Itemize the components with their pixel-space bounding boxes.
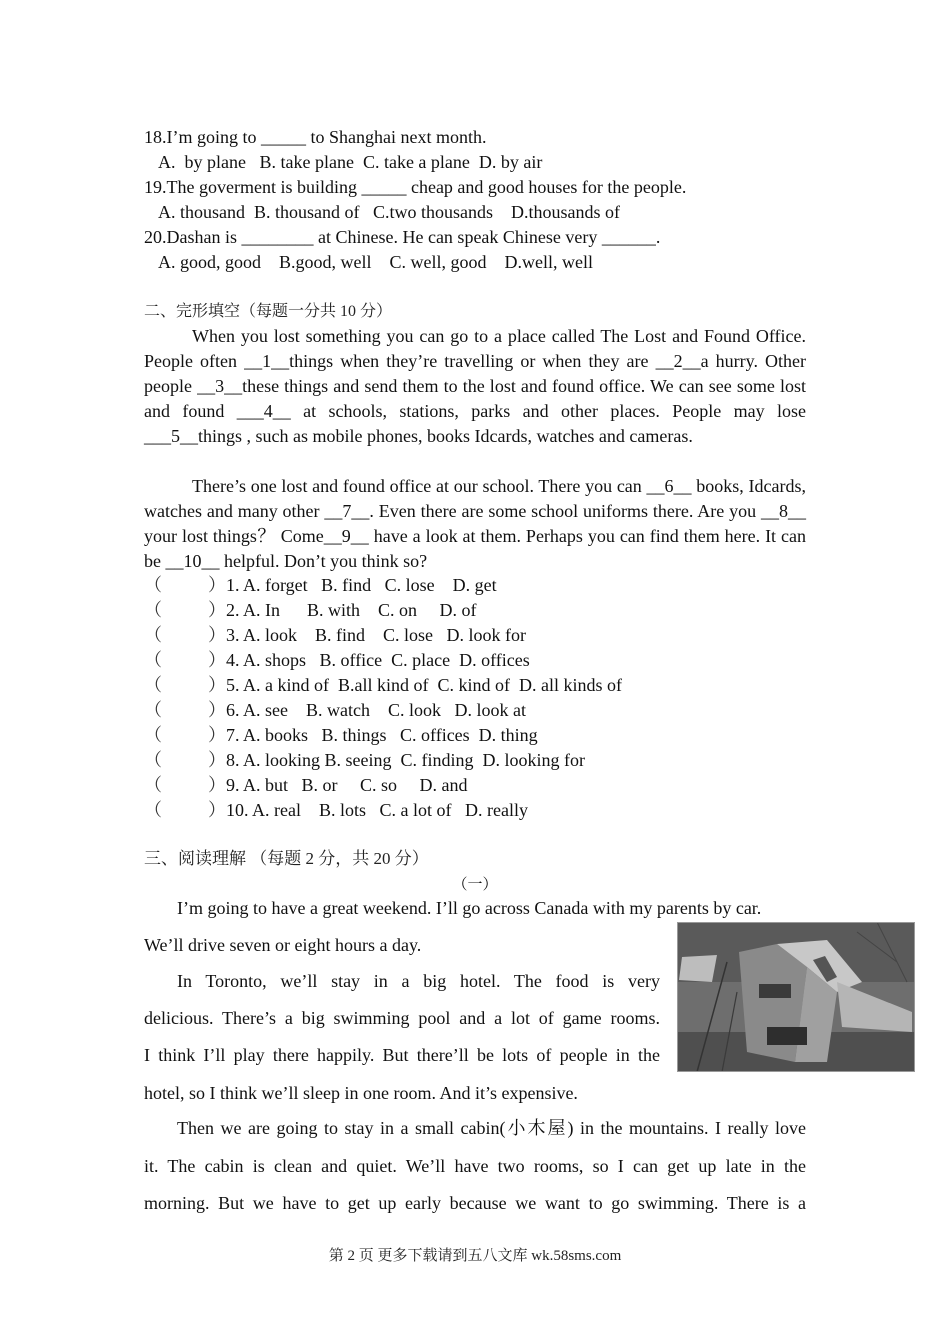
answer-blank-close-paren: ） bbox=[208, 575, 226, 595]
cloze-heading: 二、完形填空（每题一分共 10 分） bbox=[144, 303, 393, 320]
cloze-item-text: 8. A. looking B. seeing C. finding D. looking for bbox=[226, 750, 585, 770]
cloze-item-9 bbox=[144, 773, 468, 797]
question-19-stem: 19.The goverment is building _____ cheap and good houses for the people. bbox=[144, 177, 687, 197]
answer-blank-open-paren: （ bbox=[144, 625, 162, 645]
cloze-item-3 bbox=[144, 623, 526, 647]
answer-blank-open-paren: （ bbox=[144, 800, 162, 820]
cloze-item-text: 10. A. real B. lots C. a lot of D. really bbox=[226, 800, 528, 820]
cloze-paragraph-2-text: There’s one lost and found office at our school. There you can __6__ books, Idcards, watches and many other __7__. Even there are some school uniforms there. Are you __8__ your lost things？ Come__9__ have a look at them. Perhaps you can find them here. It can be __10__ helpful. Don’t you think so? bbox=[144, 476, 806, 571]
cloze-item-text: 1. A. forget B. find C. lose D. get bbox=[226, 575, 497, 595]
cabin-photo-illustration bbox=[677, 922, 915, 1072]
cloze-item-2 bbox=[144, 598, 477, 622]
cloze-paragraph-1-text: When you lost something you can go to a place called The Lost and Found Office. People often __1__things when they’re travelling or when they are __2__a hurry. Other people __3__these things and send them to the lost and found office. We can see some lost and found ___4__ at schools, stations, parks and other places. People may lose ___5__things , such as mobile phones, books Idcards, watches and cameras. bbox=[144, 326, 806, 446]
reading-subheading: （一） bbox=[452, 877, 498, 893]
cloze-item-7 bbox=[144, 723, 538, 747]
cloze-item-1 bbox=[144, 573, 497, 597]
cloze-item-text: 5. A. a kind of B.all kind of C. kind of D. all kinds of bbox=[226, 675, 622, 695]
answer-blank-close-paren: ） bbox=[208, 800, 226, 820]
answer-blank-close-paren: ） bbox=[208, 625, 226, 645]
reading-line-1: I’m going to have a great weekend. I’ll go across Canada with my parents by car. bbox=[177, 898, 762, 918]
reading-line-7: Then we are going to stay in a small cabin(小木屋) in the mountains. I really love bbox=[177, 1118, 806, 1138]
reading-line-5: I think I’ll play there happily. But there’ll be lots of people in the bbox=[144, 1045, 660, 1065]
question-20-options: A. good, good B.good, well C. well, good D.well, well bbox=[158, 252, 593, 272]
page-footer: 第 2 页 更多下载请到五八文库 wk.58sms.com bbox=[328, 1248, 622, 1264]
answer-blank-close-paren: ） bbox=[208, 700, 226, 720]
cloze-item-6 bbox=[144, 698, 526, 722]
cloze-item-5 bbox=[144, 673, 622, 697]
answer-blank-open-paren: （ bbox=[144, 600, 162, 620]
question-18-stem: 18.I’m going to _____ to Shanghai next month. bbox=[144, 127, 487, 147]
reading-line-8: it. The cabin is clean and quiet. We’ll have two rooms, so I can get up late in the bbox=[144, 1156, 806, 1176]
cloze-item-text: 9. A. but B. or C. so D. and bbox=[226, 775, 468, 795]
cloze-item-text: 2. A. In B. with C. on D. of bbox=[226, 600, 477, 620]
question-19-options: A. thousand B. thousand of C.two thousands D.thousands of bbox=[158, 202, 620, 222]
answer-blank-open-paren: （ bbox=[144, 775, 162, 795]
answer-blank-close-paren: ） bbox=[208, 650, 226, 670]
answer-blank-close-paren: ） bbox=[208, 725, 226, 745]
cloze-item-text: 4. A. shops B. office C. place D. offices bbox=[226, 650, 530, 670]
answer-blank-close-paren: ） bbox=[208, 750, 226, 770]
answer-blank-open-paren: （ bbox=[144, 675, 162, 695]
reading-line-4: delicious. There’s a big swimming pool and a lot of game rooms. bbox=[144, 1008, 660, 1028]
cloze-item-text: 6. A. see B. watch C. look D. look at bbox=[226, 700, 526, 720]
cloze-item-text: 3. A. look B. find C. lose D. look for bbox=[226, 625, 526, 645]
answer-blank-open-paren: （ bbox=[144, 700, 162, 720]
cloze-item-4 bbox=[144, 648, 530, 672]
cloze-item-8 bbox=[144, 748, 585, 772]
reading-line-9: morning. But we have to get up early because we want to go swimming. There is a bbox=[144, 1193, 806, 1213]
answer-blank-open-paren: （ bbox=[144, 575, 162, 595]
answer-blank-close-paren: ） bbox=[208, 775, 226, 795]
reading-line-6: hotel, so I think we’ll sleep in one room. And it’s expensive. bbox=[144, 1083, 578, 1103]
cabin-photo bbox=[677, 922, 915, 1072]
answer-blank-open-paren: （ bbox=[144, 650, 162, 670]
answer-blank-open-paren: （ bbox=[144, 750, 162, 770]
question-18-options: A. by plane B. take plane C. take a plane D. by air bbox=[158, 152, 543, 172]
cloze-paragraph-1 bbox=[144, 324, 806, 449]
answer-blank-close-paren: ） bbox=[208, 600, 226, 620]
cloze-item-10 bbox=[144, 798, 528, 822]
answer-blank-open-paren: （ bbox=[144, 725, 162, 745]
question-20-stem: 20.Dashan is ________ at Chinese. He can speak Chinese very ______. bbox=[144, 227, 661, 247]
answer-blank-close-paren: ） bbox=[208, 675, 226, 695]
cloze-item-text: 7. A. books B. things C. offices D. thing bbox=[226, 725, 538, 745]
reading-line-3: In Toronto, we’ll stay in a big hotel. The food is very bbox=[177, 971, 660, 991]
reading-line-2: We’ll drive seven or eight hours a day. bbox=[144, 935, 422, 955]
reading-heading: 三、阅读理解 （每题 2 分，共 20 分） bbox=[144, 849, 429, 868]
cloze-paragraph-2 bbox=[144, 474, 806, 574]
